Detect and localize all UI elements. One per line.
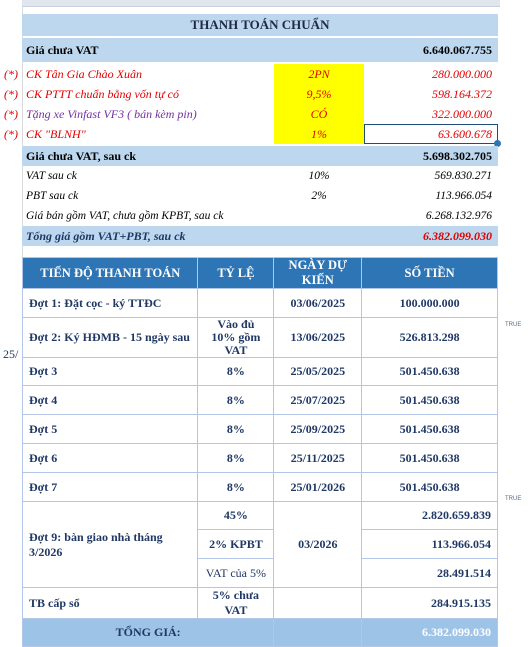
discount-value: 280.000.000 [432,66,492,81]
stage-cell: Đợt 3 [23,358,198,386]
date-cell: 03/2026 [274,502,362,588]
page-title: THANH TOÁN CHUẨN [22,14,498,36]
vat-row[interactable] [22,166,498,186]
price-before-vat-label: Giá chưa VAT [26,42,99,57]
date-cell: 25/07/2025 [274,386,362,415]
table-row[interactable] [23,358,498,386]
date-cell: 03/06/2025 [274,289,362,318]
row-number: 25/ [3,347,19,361]
discount-rate: 9,5% [274,84,364,104]
table-row[interactable] [23,415,498,444]
discount-value: 598.164.372 [432,86,492,101]
after-ck-row[interactable] [22,146,498,166]
rate-cell [198,289,274,318]
price-before-vat-value: 6.640.067.755 [423,42,492,57]
table-row[interactable] [23,588,498,619]
discount-mark: (*) [4,86,18,101]
table-header-row [23,258,498,289]
discount-label: Tặng xe Vinfast VF3 ( bán kèm pin) [26,106,197,121]
pbt-row[interactable] [22,186,498,206]
vat-value: 569.830.271 [434,170,492,182]
column-header[interactable]: TỶ LỆ [198,258,274,289]
pbt-label: PBT sau ck [26,190,79,202]
total-amount-cell: 6.382.099.030 [362,619,498,647]
amount-cell: 501.450.638 [362,444,498,473]
sale-price-row[interactable] [22,206,498,226]
stage-cell: TB cấp sổ [23,588,198,619]
grand-total-label: Tổng giá gồm VAT+PBT, sau ck [26,228,186,243]
amount-cell: 501.450.638 [362,386,498,415]
true-label: TRUE [505,496,522,502]
grand-total-value: 6.382.099.030 [423,228,492,243]
vat-label: VAT sau ck [26,170,77,182]
table-row[interactable] [23,289,498,318]
amount-cell: 284.915.135 [362,588,498,619]
after-ck-value: 5.698.302.705 [423,148,492,163]
pbt-rate: 2% [311,190,327,202]
table-row[interactable] [23,502,498,530]
amount-cell: 501.450.638 [362,473,498,502]
after-ck-label: Giá chưa VAT, sau ck [26,148,137,163]
table-row[interactable] [23,473,498,502]
rate-cell: Vào đủ 10% gồm VAT [198,318,274,358]
discount-mark: (*) [4,66,18,81]
pbt-value: 113.966.054 [435,190,492,202]
price-before-vat-row[interactable] [22,38,498,62]
rate-cell: 5% chưa VAT [198,588,274,619]
stage-cell: Đợt 4 [23,386,198,415]
title-row[interactable] [22,14,498,36]
stage-cell: Đợt 2: Ký HĐMB - 15 ngày sau [23,318,198,358]
discount-label: CK PTTT chuẩn bằng vốn tự có [26,86,179,101]
rate-cell: 8% [198,415,274,444]
column-header[interactable]: TIẾN ĐỘ THANH TOÁN [23,258,198,289]
discount-mark: (*) [4,126,18,141]
discount-row[interactable] [4,64,498,84]
handover-stage-cell: Đợt 9: bàn giao nhà tháng 3/2026 [23,502,198,588]
empty-cell [274,588,362,619]
rate-cell: 45% [198,502,274,530]
cell-selection-box[interactable] [364,124,498,144]
rate-cell: 8% [198,473,274,502]
discount-label: CK "BLNH" [26,126,86,141]
date-cell: 25/11/2025 [274,444,362,473]
discount-row[interactable] [4,84,498,104]
amount-cell: 113.966.054 [362,530,498,559]
stage-cell: Đợt 1: Đặt cọc - ký TTĐC [23,289,198,318]
amount-cell: 2.820.659.839 [362,502,498,530]
rate-cell: 2% KPBT [198,530,274,559]
date-cell: 25/09/2025 [274,415,362,444]
vat-rate: 10% [308,170,330,182]
sale-price-label: Giá bán gồm VAT, chưa gồm KPBT, sau ck [26,210,224,222]
amount-cell: 526.813.298 [362,318,498,358]
discount-mark: (*) [4,106,18,121]
discount-rate: CÓ [274,104,364,124]
column-header[interactable]: NGÀY DỰ KIẾN [274,258,362,289]
rate-cell: 8% [198,444,274,473]
table-total-row[interactable] [23,619,498,647]
amount-cell: 501.450.638 [362,415,498,444]
total-label-cell: TỔNG GIÁ: [23,619,274,647]
amount-cell: 100.000.000 [362,289,498,318]
amount-cell: 501.450.638 [362,358,498,386]
date-cell: 25/05/2025 [274,358,362,386]
discount-label: CK Tân Gia Chào Xuân [26,66,143,81]
column-header[interactable]: SỐ TIỀN [362,258,498,289]
discount-row[interactable] [4,104,498,124]
sale-price-value: 6.268.132.976 [425,210,492,222]
stage-cell: Đợt 6 [23,444,198,473]
discount-value[interactable]: 63.600.678 [438,126,492,141]
stage-cell: Đợt 7 [23,473,198,502]
stage-cell: Đợt 5 [23,415,198,444]
rate-cell: VAT của 5% [198,559,274,588]
grand-total-row[interactable] [22,226,498,246]
date-cell: 13/06/2025 [274,318,362,358]
date-cell: 25/01/2026 [274,473,362,502]
table-row[interactable] [23,444,498,473]
table-row[interactable] [23,318,498,358]
true-label: TRUE [505,322,522,328]
column-header-strip [22,0,500,7]
amount-cell: 28.491.514 [362,559,498,588]
payment-schedule-table [22,257,498,647]
table-row[interactable] [23,386,498,415]
rate-cell: 8% [198,358,274,386]
discount-rate: 1% [274,124,364,144]
discount-value: 322.000.000 [432,106,492,121]
rate-cell: 8% [198,386,274,415]
discount-rate: 2PN [274,64,364,84]
empty-cell [274,619,362,647]
